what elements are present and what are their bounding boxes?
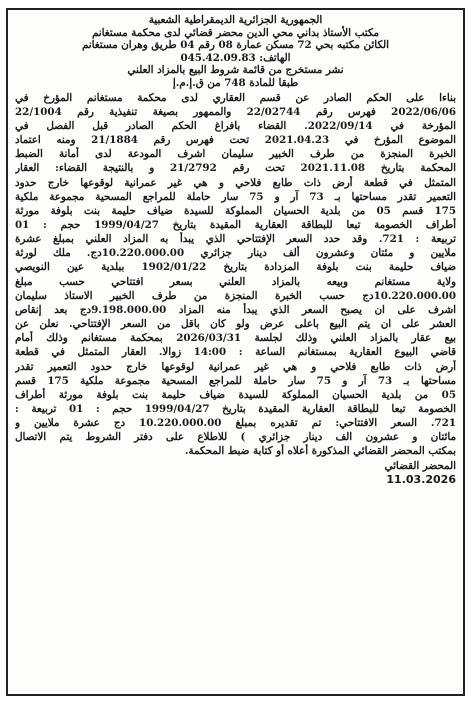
body-line: ولاية مستغانم وبيعه بالمزاد العلني بسعر افتتاحي حسب مبلغ — [15, 275, 456, 288]
body-line: الخبرة المنجزة من طرف الخبير سليمان اشرف المودعة لدى أمانة الضبط — [15, 148, 456, 161]
body-line: بيع عقار بالمزاد العلني وذلك لجلسة 2026/03/31 بمحكمة مستغانم وذلك أمام — [15, 332, 456, 345]
body-line: التعمير تقدر مساحتها بـ 73 آر و 75 سار حاملة للمراجع المسحية مجموعة ملكية — [15, 190, 456, 203]
header-publication-title: نشر مستخرج من قائمة شروط البيع بالمزاد العلني — [127, 64, 344, 77]
body-line: 721. السعر الافتتاحي: تم تقديره بمبلغ 10.220.000.00 دج عشرة ملايين و — [15, 417, 456, 430]
body-line: المتمثل في قطعة أرض ذات طابع فلاحي و هي غير عمرانية لوقوعها خارج حدود — [15, 176, 456, 189]
legal-notice — [6, 8, 465, 696]
body-line: اشرف على ان يصبح السعر الذي يبدأ منه المزاد 9.198.000.00دج بعد إنقاص — [15, 303, 456, 316]
notice-header — [15, 14, 456, 90]
body-line: 2022/06/06 فهرس رقم 22/02744 والممهور بصيغة تنفيذية رقم 22/1004 — [15, 105, 456, 118]
header-address: الكائن مكتبه بحي 72 مسكن عمارة 08 رقم 04 طريق وهران مستغانم — [81, 39, 390, 52]
body-line: 175 قسم 05 من بلدية الحسيان المملوكة للسيدة ضياف حليمة بنت بلوفة مورثة — [15, 204, 456, 217]
body-line: بمكتب المحضر القضائي المذكورة أعلاه أو كتابة ضبط المحكمة. — [184, 445, 456, 458]
body-line: الخصومة تبعا للبطاقة العقارية المقيدة بتاريخ 1999/04/27 حجم : 01 تربيعة : — [15, 403, 456, 415]
notice-date: 11.03.2026 — [386, 472, 456, 486]
body-line: قاضي البيوع العقارية بمستغانم الساعة : 14:00 زوالا. العقار المتمثل في قطعة — [15, 346, 456, 359]
body-line: مساحتها بـ 73 آر و 75 سار حاملة للمراجع المسحية مجموعة ملكية 175 قسم — [15, 374, 456, 387]
header-legal-article: طبقا للمادة 748 من ق.إ.م.إ — [172, 76, 299, 89]
body-line: مائتان و عشرون الف دينار جزائري ) للاطلاع على دفتر الشروط يتم الاتصال — [15, 431, 456, 444]
body-line: أطراف الخصومة تبعا للبطاقة العقارية المقيدة بتاريخ 1999/04/27 حجم : 01 — [15, 218, 456, 231]
body-line: ضياف حليمة بنت بلوفة المزدادة بتاريخ 1902/01/22 ببلدية عين النويصي — [15, 261, 456, 274]
body-line: المؤرخة في 2022/09/14. القضاء بافراغ الحكم الصادر قبل الفصل في — [15, 119, 456, 132]
header-republic: الجمهورية الجزائرية الديمقراطية الشعبية — [148, 14, 323, 26]
body-line: أرض ذات طابع فلاحي و هي غير عمرانية لوقوعها خارج حدود التعمير تقدر — [15, 360, 456, 373]
body-line: بناءا على الحكم الصادر عن قسم العقاري لدى محكمة مستغانم المؤرخ في — [15, 91, 456, 104]
body-line: 05 من بلدية الحسيان المملوكة للسيدة ضياف حليمة بنت بلوفة مورثة أطراف — [15, 388, 456, 401]
body-line: تربيعة : 721. وقد حدد السعر الإفتتاحي الذي يبدأ به المزاد العلني بمبلغ عشرة — [15, 233, 456, 246]
notice-footer — [15, 460, 456, 486]
body-line: 10.220.000.00دج حسب الخبرة المنجزة من طرف الخبير الاستاذ سليمان — [15, 289, 456, 302]
body-line: ملايين و مئتان وعشرون ألف دينار جزائري 10.220.000.00دج. ملك لورثة — [15, 247, 456, 260]
body-line: العشر على ان يتم البيع باعلى عرض ولو كان باقل من السعر الإفتتاحي. نعلن عن — [15, 318, 456, 331]
header-office: مكتب الأستاذ بداني محي الدين محضر قضائي لدى محكمة مستغانم — [91, 26, 380, 39]
body-line: المحكمة بتاريخ 2021.11.08 تحت رقم 21/2792 و بالنتيجة القضاء: العقار — [15, 162, 456, 175]
notice-body — [15, 91, 456, 459]
signature-title: المحضر القضائي — [384, 459, 456, 472]
body-line: الموضوع المؤرخ في 2021.04.23 تحت فهرس رقم 21/1884 ومنه اعتماد — [15, 134, 456, 147]
header-phone: الهاتف: 045.42.09.83 — [180, 51, 291, 64]
